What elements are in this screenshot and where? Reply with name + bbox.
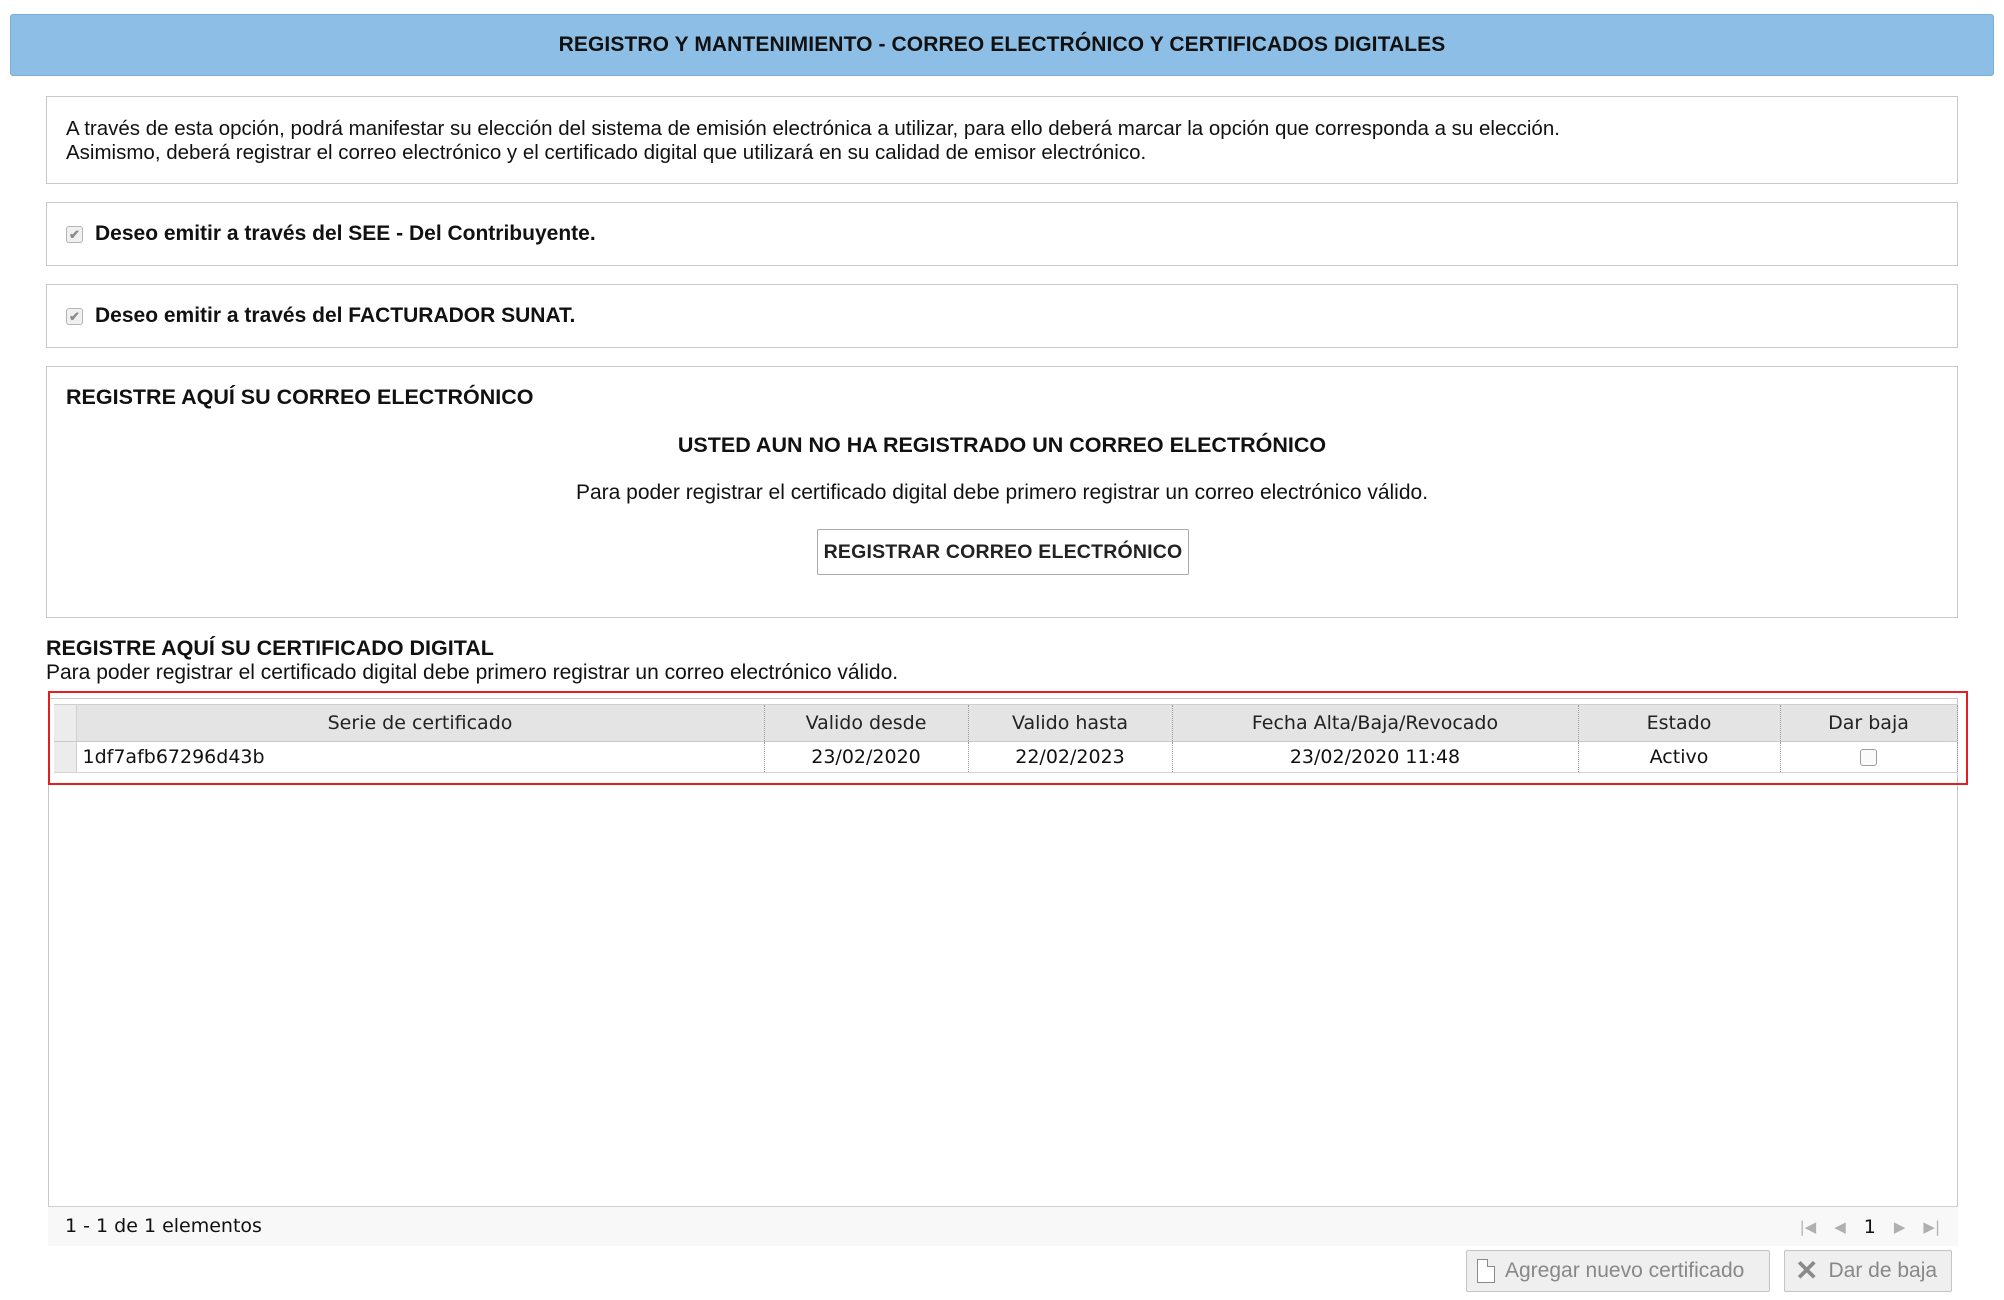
- cell-valido-desde: 23/02/2020: [764, 742, 968, 773]
- table-header-row: [54, 705, 1957, 742]
- intro-line-2: Asimismo, deberá registrar el correo electrónico y el certificado digital que utilizará en su calidad de emisor electrónico.: [66, 141, 1147, 164]
- option-see-label: Deseo emitir a través del SEE - Del Contribuyente.: [95, 222, 596, 245]
- certificate-grid: [48, 698, 1958, 1246]
- page-title-text: REGISTRO Y MANTENIMIENTO - CORREO ELECTRÓNICO Y CERTIFICADOS DIGITALES: [558, 33, 1446, 56]
- email-panel: [46, 366, 1958, 618]
- cell-fecha: 23/02/2020 11:48: [1172, 742, 1578, 773]
- column-header-serie[interactable]: Serie de certificado: [76, 705, 764, 742]
- pager-navigation: [1800, 1216, 1940, 1238]
- column-header-fecha[interactable]: Fecha Alta/Baja/Revocado: [1172, 705, 1578, 742]
- add-certificate-button[interactable]: [1466, 1250, 1770, 1292]
- email-section-title: REGISTRE AQUÍ SU CORREO ELECTRÓNICO: [66, 385, 534, 409]
- x-icon: ✕: [1795, 1255, 1819, 1286]
- column-header-hasta[interactable]: Valido hasta: [968, 705, 1172, 742]
- option-facturador-label: Deseo emitir a través del FACTURADOR SUNAT.: [95, 304, 576, 327]
- dar-de-baja-button[interactable]: [1784, 1250, 1952, 1292]
- option-facturador-sunat: [46, 284, 1958, 348]
- cell-dar-baja: [1780, 742, 1957, 773]
- row-selector-header: [54, 705, 76, 742]
- option-see-checkbox[interactable]: ✔: [66, 226, 83, 243]
- intro-panel: [46, 96, 1958, 184]
- register-email-button[interactable]: REGISTRAR CORREO ELECTRÓNICO: [817, 529, 1189, 575]
- next-page-icon[interactable]: ▶: [1893, 1218, 1906, 1236]
- cell-estado: Activo: [1578, 742, 1780, 773]
- document-icon: [1477, 1259, 1495, 1283]
- cell-valido-hasta: 22/02/2023: [968, 742, 1172, 773]
- dar-de-baja-label: Dar de baja: [1828, 1259, 1938, 1282]
- column-header-estado[interactable]: Estado: [1578, 705, 1780, 742]
- first-page-icon[interactable]: |◀: [1799, 1218, 1817, 1236]
- option-facturador-checkbox[interactable]: ✔: [66, 308, 83, 325]
- cell-serie: 1df7afb67296d43b: [76, 742, 764, 773]
- cert-section-note: Para poder registrar el certificado digital debe primero registrar un correo electrónico válido.: [46, 661, 899, 684]
- cert-section-title: REGISTRE AQUÍ SU CERTIFICADO DIGITAL: [46, 636, 494, 660]
- table-row[interactable]: [54, 742, 1957, 773]
- last-page-icon[interactable]: ▶|: [1923, 1218, 1940, 1236]
- pager-info: 1 - 1 de 1 elementos: [65, 1215, 262, 1237]
- prev-page-icon[interactable]: ◀: [1834, 1218, 1846, 1236]
- page-title: [10, 14, 1994, 76]
- option-see-contribuyente: [46, 202, 1958, 266]
- intro-line-1: A través de esta opción, podrá manifestar su elección del sistema de emisión electrónica a utilizar, para ello deberá marcar la opción que corresponda a su elección.: [66, 117, 1560, 140]
- column-header-desde[interactable]: Valido desde: [764, 705, 968, 742]
- dar-baja-checkbox[interactable]: [1860, 749, 1877, 766]
- grid-pager: [48, 1206, 1958, 1246]
- email-warning: USTED AUN NO HA REGISTRADO UN CORREO ELECTRÓNICO: [677, 433, 1327, 457]
- row-selector[interactable]: [54, 742, 76, 773]
- column-header-dar-baja[interactable]: Dar baja: [1780, 705, 1957, 742]
- add-certificate-label: Agregar nuevo certificado: [1505, 1259, 1745, 1282]
- certificate-table: [54, 704, 1958, 773]
- email-note: Para poder registrar el certificado digital debe primero registrar un correo electrónico válido.: [575, 481, 1429, 504]
- current-page[interactable]: 1: [1863, 1216, 1876, 1238]
